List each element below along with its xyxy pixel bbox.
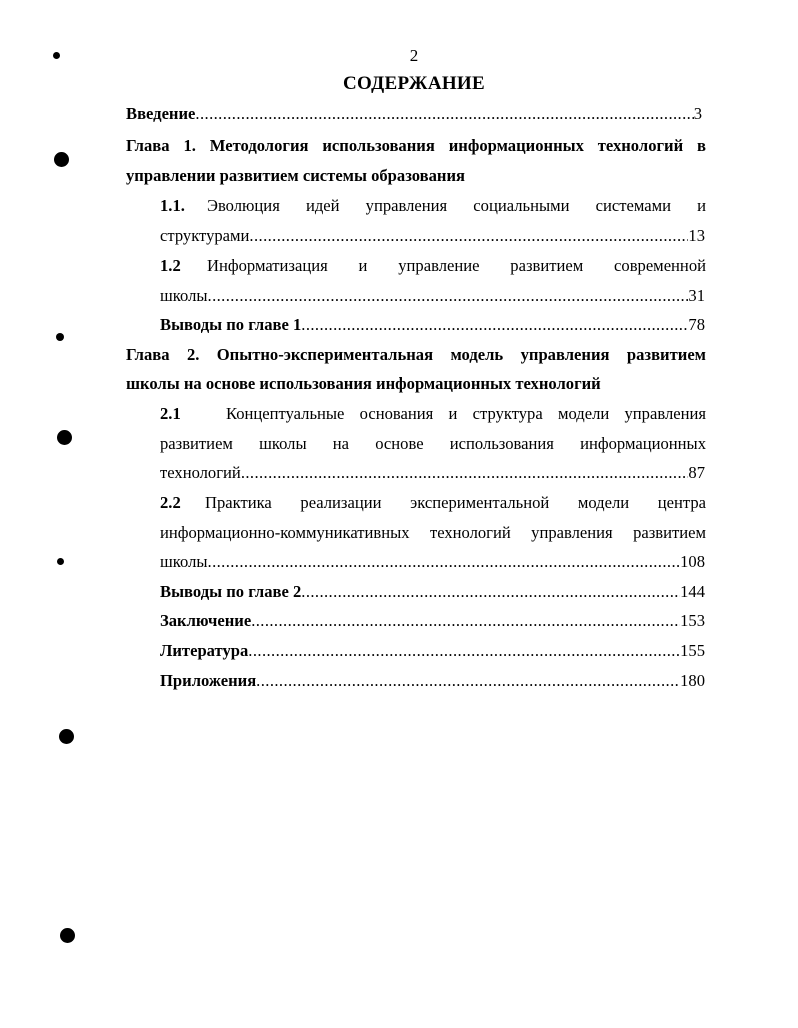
scan-hole-mark (54, 152, 69, 167)
leader-dots (301, 315, 688, 335)
section-number: 2.1 (160, 404, 181, 423)
leader-dots (241, 463, 689, 483)
toc-entry-page: 144 (680, 582, 705, 601)
page-number: 2 (409, 46, 419, 65)
scan-hole-mark (57, 558, 64, 565)
toc-section-1-1-line1 (160, 196, 706, 216)
toc-entry-conclusion (160, 611, 705, 631)
leader-dots (248, 641, 680, 661)
toc-section-2-2-line2: информационно-коммуникативных технологий управления развитием (160, 523, 706, 542)
toc-entry-page: 180 (680, 671, 705, 690)
toc-entry-page: 155 (680, 641, 705, 660)
toc-entry-page: 87 (688, 463, 705, 482)
toc-entry-page: 31 (688, 286, 705, 305)
scan-hole-mark (53, 52, 60, 59)
toc-section-1-1-line2 (160, 226, 705, 246)
section-title: Эволюция идей управления социальными системами и (207, 196, 706, 215)
toc-entry-page: 78 (688, 315, 705, 334)
leader-dots (249, 226, 688, 246)
section-number: 1.1. (160, 196, 185, 215)
toc-entry-chapter-1-conclusions (160, 315, 705, 335)
toc-entry-label: Введение (126, 104, 196, 123)
toc-title: СОДЕРЖАНИЕ (343, 73, 485, 94)
toc-entry-literature (160, 641, 705, 661)
chapter-2-title-line1: Глава 2. Опытно-экспериментальная модель управления развитием (126, 345, 706, 364)
section-number: 2.2 (160, 493, 181, 512)
section-title-cont: школы (160, 286, 208, 305)
toc-entry-label: Литература (160, 641, 249, 660)
section-number: 1.2 (160, 256, 181, 275)
toc-entry-page: 108 (680, 552, 705, 571)
toc-entry-appendix (160, 671, 705, 691)
section-title: Практика реализации экспериментальной модели центра (205, 493, 706, 512)
toc-section-1-2-line1 (160, 256, 706, 276)
toc-entry-page: 153 (680, 611, 705, 630)
section-title-cont: технологий (160, 463, 241, 482)
scan-hole-mark (57, 430, 72, 445)
toc-entry-label: Приложения (160, 671, 257, 690)
scan-hole-mark (59, 729, 74, 744)
section-title: Концептуальные основания и структура модели управления (226, 404, 706, 423)
chapter-2-title-line2: школы на основе использования информационных технологий (126, 374, 601, 393)
leader-dots (195, 104, 693, 124)
section-title: Информатизация и управление развитием современной (207, 256, 706, 275)
toc-entry-label: Выводы по главе 1 (160, 315, 302, 334)
toc-entry-page: 13 (688, 226, 705, 245)
leader-dots (301, 582, 680, 602)
leader-dots (256, 671, 680, 691)
toc-entry-chapter-2-conclusions (160, 582, 705, 602)
toc-entry-page: 3 (693, 104, 702, 123)
chapter-1-title-line1: Глава 1. Методология использования информационных технологий в (126, 136, 706, 155)
toc-entry-introduction (126, 104, 702, 124)
scan-hole-mark (60, 928, 75, 943)
toc-section-1-2-line2 (160, 286, 705, 306)
section-title-cont: структурами (160, 226, 250, 245)
section-title-cont: школы (160, 552, 208, 571)
toc-entry-label: Выводы по главе 2 (160, 582, 302, 601)
toc-section-2-1-line1 (160, 404, 706, 424)
toc-section-2-1-line2: развитием школы на основе использования информационных (160, 434, 706, 453)
toc-entry-label: Заключение (160, 611, 252, 630)
chapter-1-title-line2: управлении развитием системы образования (126, 166, 466, 185)
leader-dots (208, 286, 689, 306)
toc-section-2-2-line3 (160, 552, 705, 572)
leader-dots (251, 611, 680, 631)
scan-hole-mark (56, 333, 64, 341)
toc-section-2-1-line3 (160, 463, 705, 483)
leader-dots (208, 552, 681, 572)
toc-section-2-2-line1 (160, 493, 706, 513)
